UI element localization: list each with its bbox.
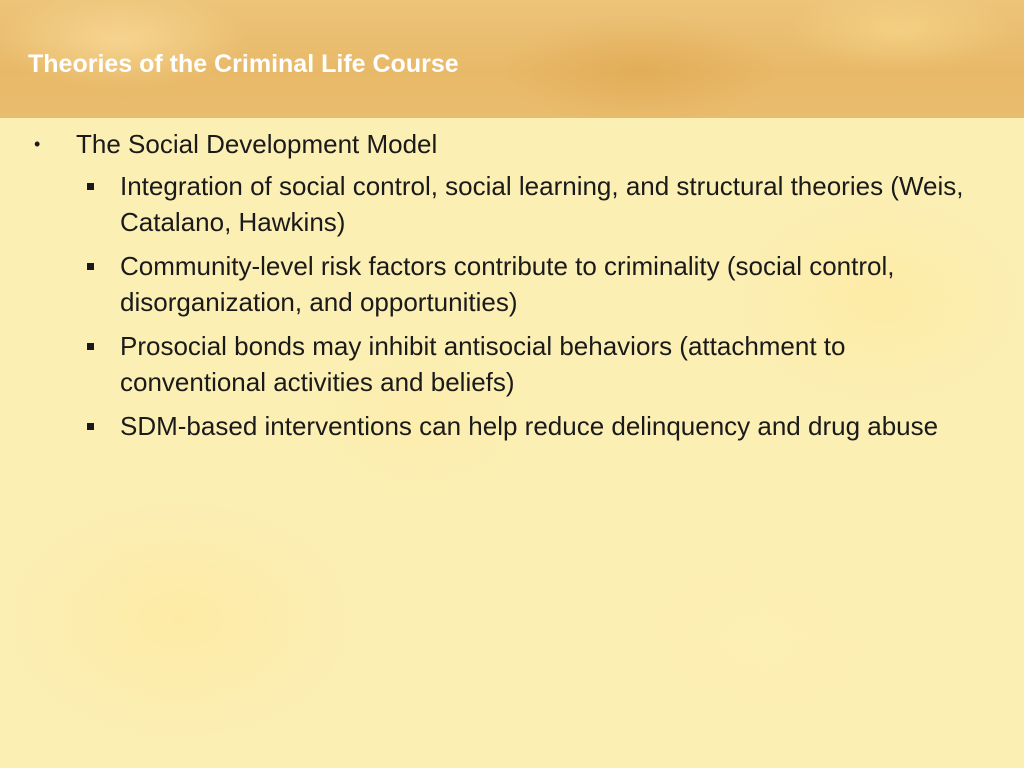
title-band xyxy=(0,0,1024,118)
sub-bullet-text: SDM-based interventions can help reduce delinquency and drug abuse xyxy=(120,411,939,441)
sub-bullet-item xyxy=(0,168,1024,240)
bullet-item-level1 xyxy=(0,126,1024,162)
square-bullet-icon xyxy=(87,343,94,350)
square-bullet-icon xyxy=(87,263,94,270)
sub-bullet-item xyxy=(0,328,1024,400)
sub-bullet-item xyxy=(0,248,1024,320)
square-bullet-icon xyxy=(87,423,94,430)
slide-content xyxy=(0,126,1024,452)
slide-title: Theories of the Criminal Life Course xyxy=(28,50,459,78)
sub-bullet-text: Integration of social control, social learning, and structural theories (Weis, Catalano, Hawkins) xyxy=(120,171,964,237)
bullet-dot-icon: • xyxy=(34,134,41,154)
sub-bullet-text: Community-level risk factors contribute to criminality (social control, disorganization, and opportunities) xyxy=(120,251,895,317)
sub-bullet-text: Prosocial bonds may inhibit antisocial behaviors (attachment to conventional activities and beliefs) xyxy=(120,331,846,397)
bullet-text: The Social Development Model xyxy=(76,129,438,159)
sub-bullet-item xyxy=(0,408,1024,444)
square-bullet-icon xyxy=(87,183,94,190)
